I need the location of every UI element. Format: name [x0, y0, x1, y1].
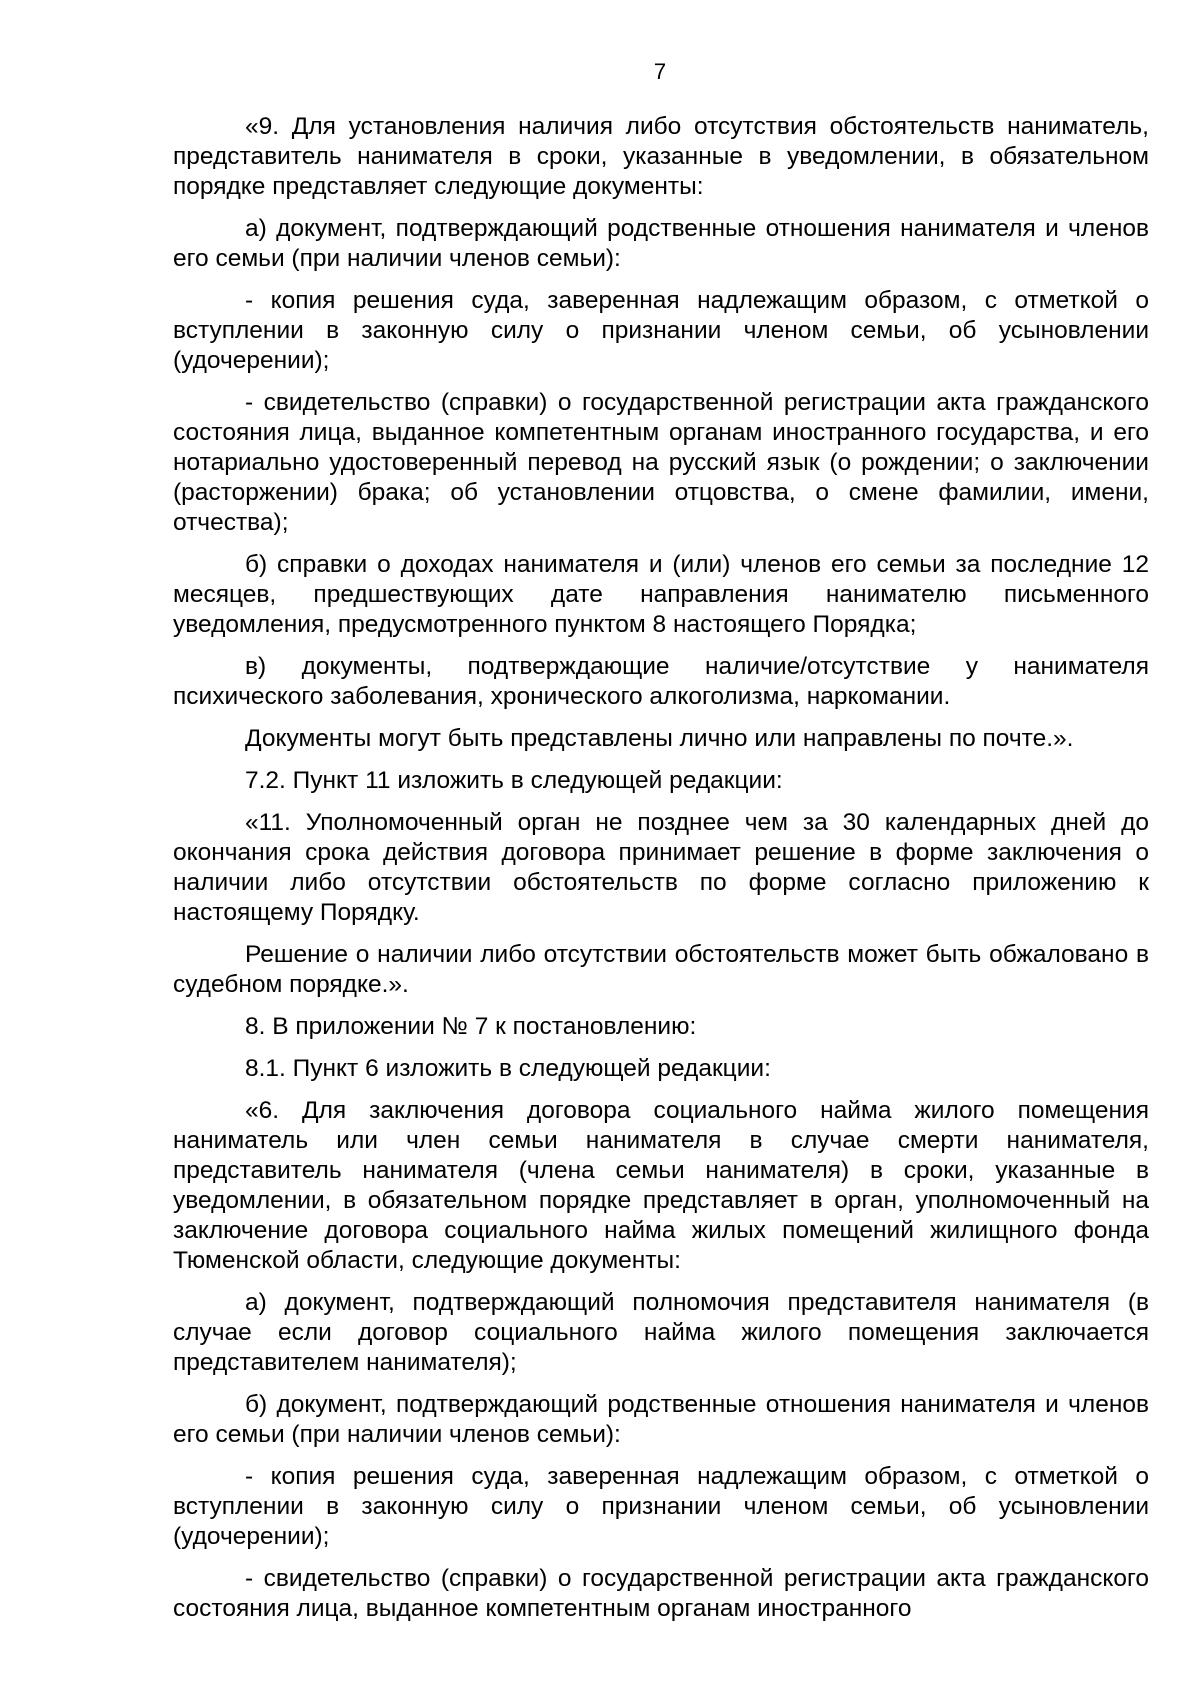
paragraph: Решение о наличии либо отсутствии обстоятельств может быть обжаловано в судебном порядке.». [173, 941, 1149, 998]
paragraph: 7.2. Пункт 11 изложить в следующей редакции: [245, 767, 783, 794]
paragraph: в) документы, подтверждающие наличие/отсутствие у нанимателя психического заболевания, хронического алкоголизма, наркомании. [173, 653, 1149, 710]
paragraph: - свидетельство (справки) о государственной регистрации акта гражданского состояния лица, выданное компетентным органам иностранного государства, и его нотариально удостоверенный перевод на русский язык (о рождении; о заключении (расторжении) брака; об установлении отцовства, о смене фамилии, имени, отчества); [173, 389, 1149, 536]
paragraph: а) документ, подтверждающий полномочия представителя нанимателя (в случае если договор социального найма жилого помещения заключается представителем нанимателя); [173, 1289, 1149, 1376]
page-number: 7 [653, 59, 667, 84]
paragraph: - копия решения суда, заверенная надлежащим образом, с отметкой о вступлении в законную силу о признании членом семьи, об усыновлении (удочерении); [173, 287, 1149, 374]
paragraph: 8. В приложении № 7 к постановлению: [245, 1013, 697, 1040]
paragraph: «11. Уполномоченный орган не позднее чем за 30 календарных дней до окончания срока действия договора принимает решение в форме заключения о наличии либо отсутствии обстоятельств по форме согласно приложению к настоящему Порядку. [173, 809, 1149, 926]
paragraph: б) документ, подтверждающий родственные отношения нанимателя и членов его семьи (при наличии членов семьи): [173, 1391, 1149, 1448]
paragraph: Документы могут быть представлены лично или направлены по почте.». [245, 725, 1074, 752]
paragraph: - свидетельство (справки) о государственной регистрации акта гражданского состояния лица, выданное компетентным органам иностранного [173, 1565, 1149, 1622]
paragraph: «9. Для установления наличия либо отсутствия обстоятельств наниматель, представитель нанимателя в сроки, указанные в уведомлении, в обязательном порядке представляет следующие документы: [173, 113, 1149, 200]
document-body [173, 112, 1149, 1636]
paragraph: б) справки о доходах нанимателя и (или) членов его семьи за последние 12 месяцев, предшествующих дате направления нанимателю письменного уведомления, предусмотренного пунктом 8 настоящего Порядка; [173, 551, 1149, 638]
paragraph: «6. Для заключения договора социального найма жилого помещения наниматель или член семьи нанимателя в случае смерти нанимателя, представитель нанимателя (члена семьи нанимателя) в сроки, указанные в уведомлении, в обязательном порядке представляет в орган, уполномоченный на заключение договора социального найма жилых помещений жилищного фонда Тюменской области, следующие документы: [173, 1097, 1149, 1274]
paragraph: 8.1. Пункт 6 изложить в следующей редакции: [245, 1055, 771, 1082]
paragraph: а) документ, подтверждающий родственные отношения нанимателя и членов его семьи (при наличии членов семьи): [173, 215, 1149, 272]
paragraph: - копия решения суда, заверенная надлежащим образом, с отметкой о вступлении в законную силу о признании членом семьи, об усыновлении (удочерении); [173, 1463, 1149, 1550]
